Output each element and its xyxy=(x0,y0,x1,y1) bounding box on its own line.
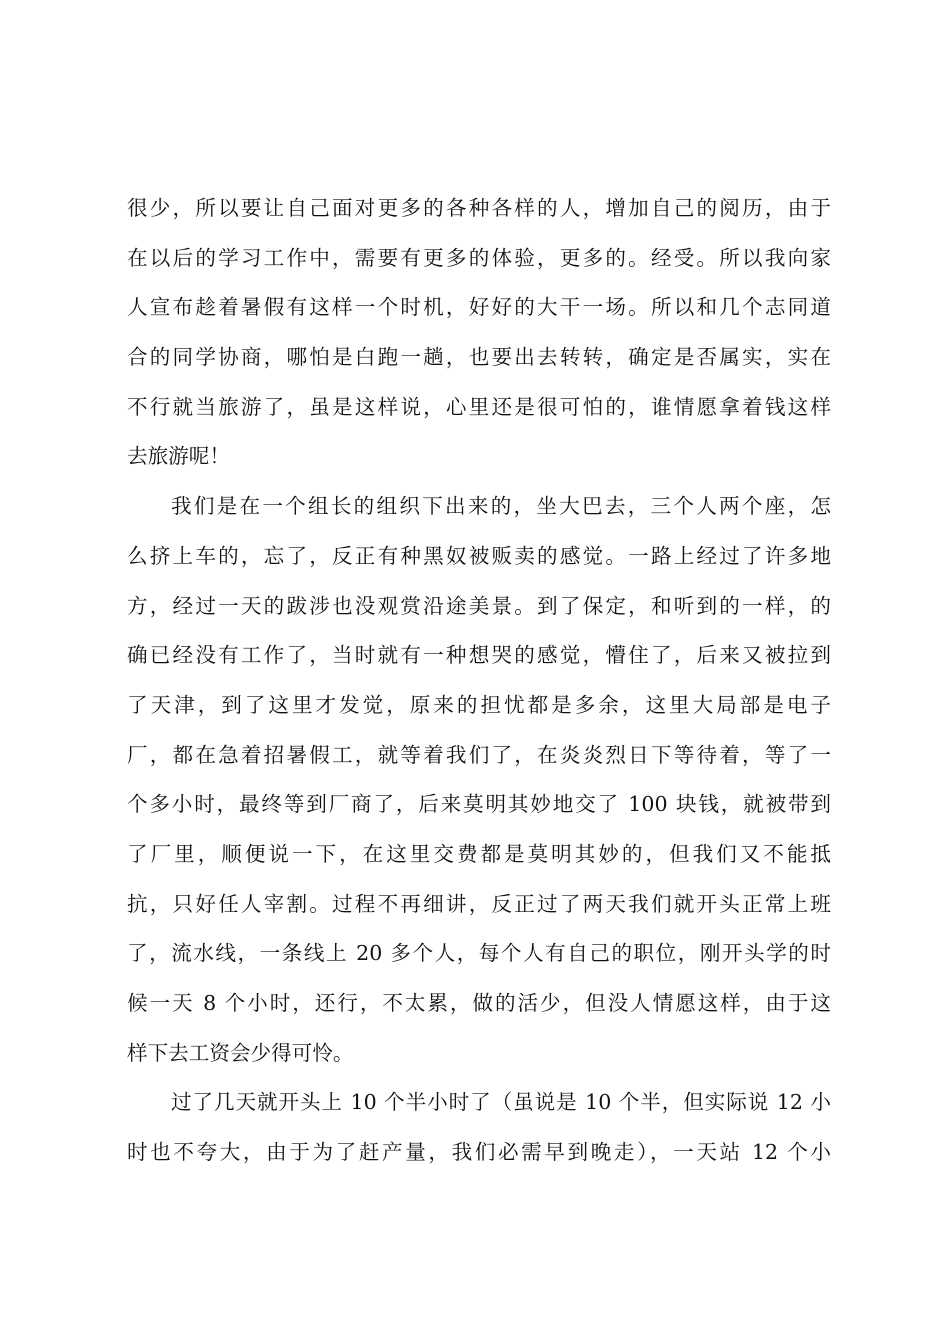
text-line: 方，经过一天的跋涉也没观赏沿途美景。到了保定，和听到的一样，的 xyxy=(127,593,831,618)
text-line: 很少，所以要让自己面对更多的各种各样的人，增加自己的阅历，由于 xyxy=(127,196,831,220)
body-text xyxy=(127,184,831,1178)
text-line: 过了几天就开头上 10 个半小时了（虽说是 10 个半，但实际说 12 小 xyxy=(171,1090,831,1115)
text-line: 样下去工资会少得可怜。 xyxy=(127,1040,354,1065)
text-line: 了，流水线，一条线上 20 多个人，每个人有自己的职位，刚开头学的时 xyxy=(127,941,831,966)
text-line: 去旅游呢！ xyxy=(127,444,230,469)
text-line: 候一天 8 个小时，还行，不太累，做的活少，但没人情愿这样，由于这 xyxy=(127,991,831,1015)
text-line: 在以后的学习工作中，需要有更多的体验，更多的。经受。所以我向家 xyxy=(127,245,831,270)
text-line: 抗，只好任人宰割。过程不再细讲，反正过了两天我们就开头正常上班 xyxy=(127,891,831,916)
text-line: 么挤上车的，忘了，反正有种黑奴被贩卖的感觉。一路上经过了许多地 xyxy=(127,543,831,568)
text-line: 厂，都在急着招暑假工，就等着我们了，在炎炎烈日下等待着，等了一 xyxy=(127,742,831,767)
text-line: 合的同学协商，哪怕是白跑一趟，也要出去转转，确定是否属实，实在 xyxy=(127,345,831,370)
text-line: 个多小时，最终等到厂商了，后来莫明其妙地交了 100 块钱，就被带到 xyxy=(127,792,831,817)
text-line: 人宣布趁着暑假有这样一个时机，好好的大干一场。所以和几个志同道 xyxy=(127,295,831,320)
text-line: 我们是在一个组长的组织下出来的，坐大巴去，三个人两个座，怎 xyxy=(171,494,831,519)
paragraph-2 xyxy=(127,482,831,1078)
paragraph-3 xyxy=(127,1078,831,1177)
text-line: 了厂里，顺便说一下，在这里交费都是莫明其妙的，但我们又不能抵 xyxy=(127,841,831,866)
text-line: 确已经没有工作了，当时就有一种想哭的感觉，懵住了，后来又被拉到 xyxy=(127,643,831,668)
text-line: 时也不夸大，由于为了赶产量，我们必需早到晚走），一天站 12 个小 xyxy=(127,1140,831,1165)
text-line: 了天津，到了这里才发觉，原来的担忧都是多余，这里大局部是电子 xyxy=(127,692,831,717)
paragraph-1 xyxy=(127,184,831,482)
text-line: 不行就当旅游了，虽是这样说，心里还是很可怕的，谁情愿拿着钱这样 xyxy=(127,394,831,419)
